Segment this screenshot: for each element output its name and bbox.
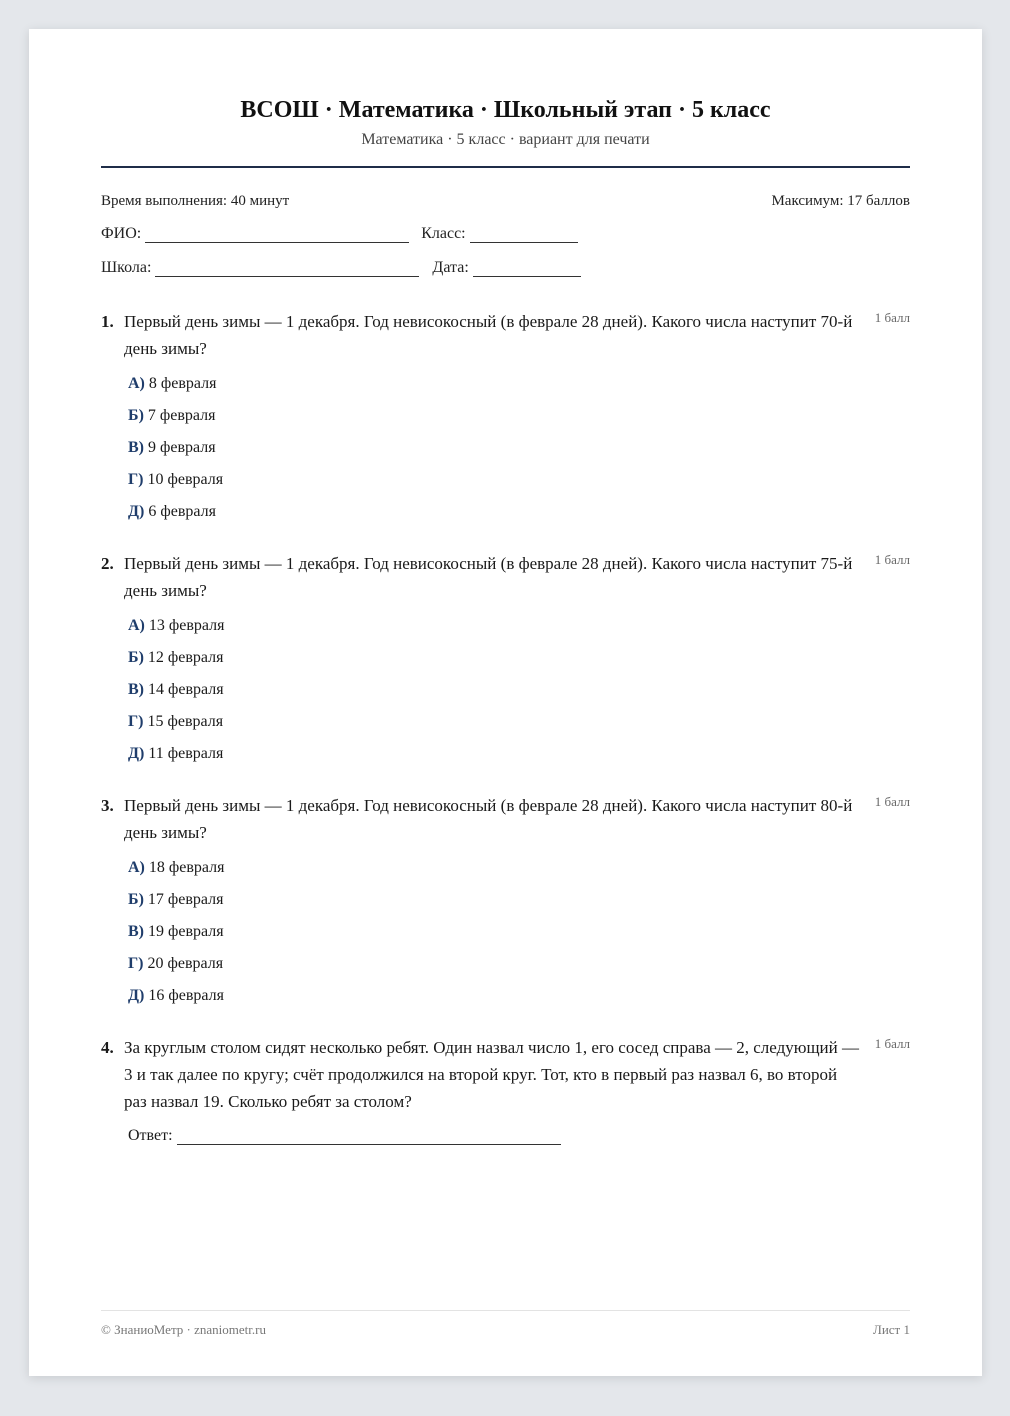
question-1 <box>101 308 910 534</box>
option-a[interactable] <box>128 616 910 648</box>
question-text: Первый день зимы — 1 декабря. Год невисокосный (в феврале 28 дней). Какого числа наступит 70-й день зимы? <box>124 312 853 358</box>
fio-label: ФИО: <box>101 225 142 242</box>
option-b[interactable] <box>128 648 910 680</box>
exam-meta <box>101 193 910 210</box>
option-letter: Д) <box>128 503 145 520</box>
sheet-header <box>101 95 910 150</box>
max-score: Максимум: 17 баллов <box>771 193 910 209</box>
option-letter: В) <box>128 681 144 698</box>
option-letter: В) <box>128 439 144 456</box>
option-letter: В) <box>128 923 144 940</box>
option-text: 18 февраля <box>148 859 225 876</box>
student-fields-row-2 <box>101 259 581 277</box>
answer-options <box>128 374 910 534</box>
option-text: 10 февраля <box>147 471 224 488</box>
option-b[interactable] <box>128 406 910 438</box>
option-d[interactable] <box>128 502 910 534</box>
option-d[interactable] <box>128 744 910 776</box>
option-text: 7 февраля <box>147 407 216 424</box>
header-divider <box>101 166 910 168</box>
option-text: 17 февраля <box>147 891 224 908</box>
class-blank[interactable] <box>470 228 578 243</box>
option-g[interactable] <box>128 470 910 502</box>
time-limit: Время выполнения: 40 минут <box>101 193 290 209</box>
question-points: 1 балл <box>874 310 910 325</box>
option-letter: А) <box>128 375 145 392</box>
option-letter: Б) <box>128 649 144 666</box>
option-text: 12 февраля <box>147 649 224 666</box>
option-text: 16 февраля <box>148 987 224 1004</box>
option-text: 9 февраля <box>148 439 216 456</box>
option-letter: Д) <box>128 987 145 1004</box>
option-letter: Г) <box>128 471 144 488</box>
question-text: Первый день зимы — 1 декабря. Год невисокосный (в феврале 28 дней). Какого числа наступит 80-й день зимы? <box>124 796 853 842</box>
option-text: 6 февраля <box>148 503 216 520</box>
option-text: 13 февраля <box>148 617 225 634</box>
exam-sheet <box>29 29 982 1376</box>
option-g[interactable] <box>128 712 910 744</box>
option-text: 19 февраля <box>148 923 224 940</box>
option-letter: Д) <box>128 745 145 762</box>
option-letter: Б) <box>128 407 144 424</box>
question-text: Первый день зимы — 1 декабря. Год невисокосный (в феврале 28 дней). Какого числа наступит 75-й день зимы? <box>124 554 853 600</box>
question-3 <box>101 792 910 1018</box>
option-letter: А) <box>128 617 145 634</box>
answer-blank[interactable] <box>177 1130 561 1145</box>
option-text: 15 февраля <box>147 713 224 730</box>
option-text: 14 февраля <box>148 681 224 698</box>
question-number: 2. <box>101 554 114 573</box>
student-fields-row-1 <box>101 225 578 243</box>
option-a[interactable] <box>128 858 910 890</box>
question-number: 4. <box>101 1038 114 1057</box>
option-letter: Г) <box>128 955 144 972</box>
answer-label: Ответ: <box>128 1127 173 1144</box>
answer-options <box>128 858 910 1018</box>
footer-page-number: Лист 1 <box>873 1322 910 1337</box>
option-g[interactable] <box>128 954 910 986</box>
question-text: За круглым столом сидят несколько ребят. Один назвал число 1, его сосед справа — 2, следующий — 3 и так далее по кругу; счёт продолжился на второй круг. Тот, кто в первый раз назвал 6, во второй раз назвал 19. Сколько ребят за столом? <box>124 1038 859 1111</box>
question-number: 1. <box>101 312 114 331</box>
question-points: 1 балл <box>874 794 910 809</box>
option-d[interactable] <box>128 986 910 1018</box>
option-a[interactable] <box>128 374 910 406</box>
class-label: Класс: <box>421 225 466 242</box>
option-text: 8 февраля <box>148 375 217 392</box>
option-b[interactable] <box>128 890 910 922</box>
option-letter: Г) <box>128 713 144 730</box>
page-title: ВСОШ · Математика · Школьный этап · 5 класс <box>240 97 771 123</box>
answer-row <box>128 1127 910 1145</box>
page-footer <box>101 1322 910 1338</box>
option-v[interactable] <box>128 438 910 470</box>
option-v[interactable] <box>128 922 910 954</box>
date-blank[interactable] <box>473 262 581 277</box>
question-points: 1 балл <box>874 552 910 567</box>
question-number: 3. <box>101 796 114 815</box>
fio-blank[interactable] <box>145 228 409 243</box>
footer-copyright: © ЗнаниоМетр · znaniometr.ru <box>101 1322 266 1337</box>
option-text: 20 февраля <box>147 955 224 972</box>
question-2 <box>101 550 910 776</box>
option-letter: А) <box>128 859 145 876</box>
option-v[interactable] <box>128 680 910 712</box>
footer-divider <box>101 1310 910 1311</box>
school-blank[interactable] <box>155 262 419 277</box>
page-subtitle: Математика · 5 класс · вариант для печати <box>361 131 650 148</box>
school-label: Школа: <box>101 259 152 276</box>
answer-options <box>128 616 910 776</box>
date-label: Дата: <box>432 259 469 276</box>
question-4 <box>101 1034 910 1145</box>
option-text: 11 февраля <box>148 745 224 762</box>
question-points: 1 балл <box>874 1036 910 1051</box>
option-letter: Б) <box>128 891 144 908</box>
